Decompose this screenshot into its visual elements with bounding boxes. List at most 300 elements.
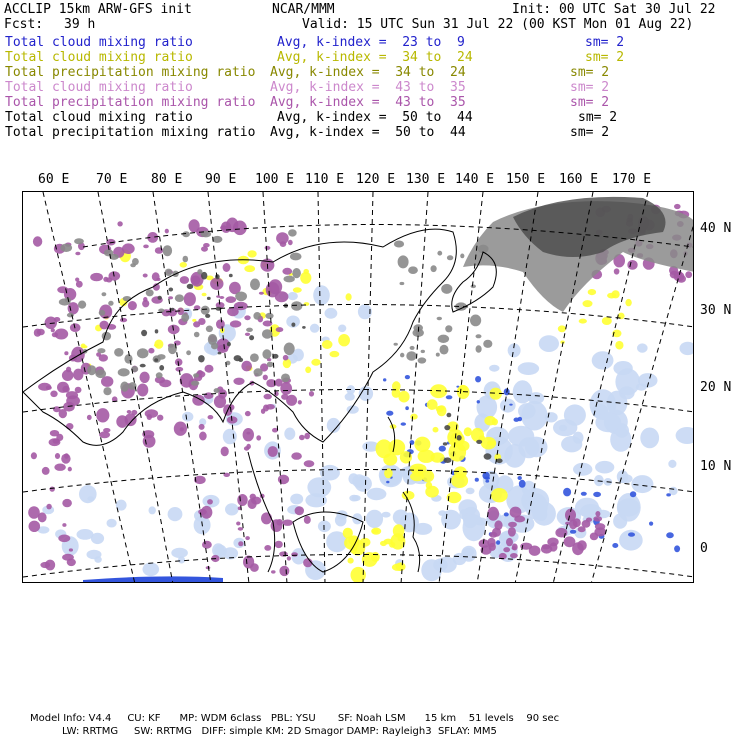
mid-level-cloud-patch bbox=[180, 262, 187, 268]
upper-cloud-patch bbox=[29, 521, 41, 532]
high-cloud-patch bbox=[246, 328, 253, 332]
upper-cloud-patch bbox=[233, 221, 247, 236]
high-cloud-patch bbox=[476, 345, 482, 352]
upper-cloud-patch bbox=[90, 273, 103, 281]
high-cloud-patch bbox=[281, 374, 290, 383]
light-cloud-patch bbox=[545, 412, 558, 422]
upper-cloud-patch bbox=[62, 523, 66, 527]
light-cloud-patch bbox=[668, 460, 676, 468]
cloud-ice-streak bbox=[666, 532, 674, 538]
upper-cloud-patch bbox=[180, 427, 184, 431]
high-cloud-patch bbox=[431, 265, 437, 272]
high-cloud-patch bbox=[394, 241, 404, 248]
high-cloud-patch bbox=[410, 346, 415, 350]
cloud-ice-streak bbox=[612, 543, 618, 548]
high-cloud-core bbox=[443, 442, 448, 445]
upper-cloud-patch bbox=[238, 541, 243, 546]
cloud-ice-streak bbox=[570, 530, 576, 534]
mid-level-cloud-patch bbox=[388, 439, 405, 455]
upper-cloud-patch bbox=[245, 411, 251, 416]
longitude-gridline bbox=[208, 192, 249, 583]
upper-cloud-patch bbox=[128, 301, 137, 310]
upper-cloud-patch bbox=[674, 204, 681, 209]
high-cloud-patch bbox=[186, 350, 191, 355]
high-cloud-patch bbox=[250, 353, 259, 362]
mid-level-cloud-patch bbox=[433, 427, 439, 433]
mid-level-cloud-patch bbox=[451, 473, 468, 488]
light-cloud-patch bbox=[349, 495, 358, 502]
upper-cloud-patch bbox=[76, 281, 83, 288]
upper-cloud-patch bbox=[243, 428, 254, 441]
cloud-ice-streak bbox=[519, 480, 526, 488]
upper-cloud-patch bbox=[263, 375, 268, 381]
light-cloud-patch bbox=[573, 463, 592, 476]
mid-level-cloud-patch bbox=[579, 319, 587, 324]
model-title: ACCLIP 15km ARW-GFS init bbox=[4, 2, 192, 17]
upper-cloud-patch bbox=[245, 333, 250, 336]
upper-cloud-patch bbox=[304, 516, 311, 524]
upper-cloud-patch bbox=[265, 246, 271, 250]
upper-cloud-patch bbox=[304, 460, 315, 467]
upper-cloud-patch bbox=[508, 522, 517, 528]
map-panel bbox=[22, 191, 694, 583]
cloud-ice-streak bbox=[401, 422, 406, 425]
upper-cloud-patch bbox=[564, 536, 576, 547]
upper-cloud-patch bbox=[276, 232, 289, 244]
upper-cloud-patch bbox=[201, 506, 213, 519]
high-cloud-patch bbox=[267, 362, 274, 368]
cloud-ice-streak bbox=[518, 476, 522, 480]
upper-cloud-patch bbox=[203, 243, 210, 247]
upper-cloud-patch bbox=[33, 236, 42, 246]
light-cloud-patch bbox=[489, 365, 499, 372]
upper-cloud-patch bbox=[50, 430, 59, 436]
mid-level-cloud-patch bbox=[583, 300, 593, 307]
mid-level-cloud-patch bbox=[398, 391, 409, 403]
high-cloud-patch bbox=[291, 301, 302, 310]
upper-cloud-patch bbox=[159, 380, 171, 388]
cloud-ice-streak bbox=[383, 378, 386, 381]
upper-cloud-patch bbox=[512, 546, 517, 550]
high-cloud-patch bbox=[421, 350, 425, 353]
light-cloud-patch bbox=[310, 324, 319, 333]
longitude-label: 130 E bbox=[406, 172, 446, 187]
light-cloud-patch bbox=[636, 384, 647, 391]
upper-cloud-patch bbox=[68, 467, 72, 472]
high-cloud-patch bbox=[262, 349, 271, 359]
upper-cloud-patch bbox=[304, 433, 310, 440]
upper-cloud-patch bbox=[180, 276, 189, 284]
light-cloud-patch bbox=[437, 557, 457, 573]
light-cloud-patch bbox=[325, 308, 338, 319]
field-kindex-range: Avg, k-index = 34 to 24 bbox=[270, 65, 466, 80]
upper-cloud-patch bbox=[236, 522, 240, 526]
high-cloud-patch bbox=[124, 354, 132, 363]
upper-cloud-patch bbox=[510, 553, 518, 558]
upper-cloud-patch bbox=[189, 219, 200, 232]
high-cloud-patch bbox=[99, 310, 106, 316]
upper-cloud-patch bbox=[595, 511, 600, 517]
mid-level-cloud-patch bbox=[330, 351, 340, 357]
mid-level-cloud-patch bbox=[322, 340, 333, 349]
upper-cloud-patch bbox=[210, 278, 223, 290]
high-cloud-patch bbox=[156, 372, 163, 378]
field-kindex-range: Avg, k-index = 43 to 35 bbox=[270, 80, 466, 95]
high-cloud-patch bbox=[394, 343, 398, 346]
light-cloud-patch bbox=[640, 428, 659, 449]
init-time: Init: 00 UTC Sat 30 Jul 22 bbox=[512, 2, 716, 17]
upper-cloud-patch bbox=[62, 499, 72, 507]
light-cloud-patch bbox=[143, 563, 160, 577]
upper-cloud-patch bbox=[503, 547, 510, 552]
high-cloud-patch bbox=[212, 236, 222, 243]
upper-cloud-patch bbox=[275, 541, 283, 548]
field-name: Total cloud mixing ratio bbox=[5, 50, 193, 65]
light-cloud-patch bbox=[290, 494, 303, 505]
high-cloud-core bbox=[444, 425, 450, 430]
light-cloud-patch bbox=[539, 335, 559, 352]
upper-cloud-patch bbox=[103, 277, 108, 282]
upper-cloud-patch bbox=[276, 327, 284, 332]
mid-level-cloud-patch bbox=[625, 299, 631, 306]
longitude-label: 100 E bbox=[255, 172, 295, 187]
cloud-ice-streak bbox=[475, 478, 479, 482]
latitude-gridline bbox=[23, 305, 694, 328]
upper-cloud-patch bbox=[66, 423, 74, 430]
light-cloud-patch bbox=[513, 380, 533, 403]
field-kindex-range: Avg, k-index = 43 to 35 bbox=[270, 95, 466, 110]
mid-level-cloud-patch bbox=[491, 488, 508, 502]
coastline bbox=[248, 452, 275, 572]
upper-cloud-patch bbox=[103, 428, 110, 433]
upper-cloud-patch bbox=[244, 315, 250, 320]
cloud-ice-streak bbox=[581, 492, 587, 496]
upper-cloud-patch bbox=[280, 382, 292, 395]
high-cloud-patch bbox=[441, 284, 452, 294]
mid-level-cloud-patch bbox=[351, 567, 366, 583]
upper-cloud-patch bbox=[282, 520, 292, 526]
high-cloud-core bbox=[238, 358, 243, 362]
upper-cloud-patch bbox=[256, 435, 261, 440]
light-cloud-patch bbox=[94, 556, 101, 563]
longitude-label: 70 E bbox=[96, 172, 128, 187]
cloud-ice-streak bbox=[439, 446, 446, 452]
upper-cloud-patch bbox=[64, 351, 68, 355]
high-cloud-patch bbox=[137, 348, 149, 358]
high-cloud-patch bbox=[398, 255, 409, 268]
high-cloud-patch bbox=[437, 317, 442, 320]
cloud-ice-streak bbox=[628, 532, 635, 536]
upper-cloud-patch bbox=[685, 271, 692, 278]
light-cloud-patch bbox=[338, 325, 346, 333]
light-cloud-patch bbox=[615, 368, 640, 395]
upper-cloud-patch bbox=[205, 365, 214, 373]
upper-cloud-patch bbox=[34, 329, 41, 337]
light-cloud-patch bbox=[441, 510, 461, 530]
high-cloud-patch bbox=[123, 296, 132, 301]
field-name: Total cloud mixing ratio bbox=[5, 35, 193, 50]
cloud-ice-streak bbox=[485, 480, 489, 483]
high-cloud-patch bbox=[165, 269, 173, 276]
valid-time: Valid: 15 UTC Sun 31 Jul 22 (00 KST Mon 01 Aug 22) bbox=[302, 17, 694, 32]
field-kindex-range: Avg, k-index = 34 to 24 bbox=[277, 50, 473, 65]
light-cloud-patch bbox=[348, 473, 358, 484]
high-cloud-core bbox=[171, 308, 175, 311]
cloud-ice-streak bbox=[405, 406, 409, 410]
high-cloud-patch bbox=[253, 312, 261, 320]
field-smoothing: sm= 2 bbox=[585, 50, 625, 65]
upper-cloud-patch bbox=[148, 348, 154, 354]
mid-level-cloud-patch bbox=[426, 482, 432, 489]
upper-cloud-patch bbox=[143, 245, 149, 249]
upper-cloud-patch bbox=[263, 405, 269, 412]
latitude-label: 0 bbox=[700, 541, 708, 556]
latitude-label: 20 N bbox=[700, 380, 732, 395]
high-cloud-patch bbox=[290, 253, 302, 261]
upper-cloud-patch bbox=[288, 240, 293, 245]
high-cloud-core bbox=[201, 272, 207, 280]
mid-level-cloud-patch bbox=[418, 450, 435, 463]
high-cloud-patch bbox=[193, 373, 199, 377]
high-cloud-core bbox=[169, 288, 174, 292]
upper-cloud-patch bbox=[67, 559, 76, 567]
mid-level-cloud-patch bbox=[384, 539, 393, 545]
light-cloud-patch bbox=[313, 285, 330, 305]
upper-cloud-patch bbox=[87, 415, 92, 420]
high-cloud-patch bbox=[437, 251, 442, 256]
light-cloud-patch bbox=[592, 351, 614, 369]
high-cloud-patch bbox=[445, 325, 452, 332]
mid-level-cloud-patch bbox=[492, 418, 498, 425]
upper-cloud-patch bbox=[131, 410, 137, 415]
upper-cloud-patch bbox=[45, 317, 57, 330]
upper-cloud-patch bbox=[184, 292, 196, 306]
longitude-label: 110 E bbox=[305, 172, 345, 187]
upper-cloud-patch bbox=[246, 432, 250, 435]
high-cloud-patch bbox=[262, 329, 273, 338]
upper-cloud-patch bbox=[282, 268, 292, 275]
upper-cloud-patch bbox=[143, 274, 148, 278]
longitude-label: 170 E bbox=[612, 172, 652, 187]
upper-cloud-patch bbox=[226, 296, 237, 303]
light-cloud-patch bbox=[463, 514, 486, 541]
high-cloud-patch bbox=[418, 357, 427, 363]
cloud-ice-streak bbox=[563, 488, 571, 497]
upper-cloud-patch bbox=[298, 400, 302, 404]
light-cloud-patch bbox=[559, 425, 567, 431]
upper-cloud-patch bbox=[281, 394, 288, 400]
high-cloud-core bbox=[187, 284, 194, 289]
light-cloud-patch bbox=[366, 510, 383, 528]
upper-cloud-patch bbox=[221, 447, 229, 457]
upper-cloud-patch bbox=[230, 320, 241, 327]
latitude-label: 40 N bbox=[700, 221, 732, 236]
upper-cloud-patch bbox=[66, 367, 71, 373]
upper-cloud-patch bbox=[233, 378, 244, 385]
field-kindex-range: Avg, k-index = 23 to 9 bbox=[277, 35, 465, 50]
high-cloud-patch bbox=[103, 387, 111, 395]
high-cloud-patch bbox=[102, 332, 111, 341]
high-cloud-patch bbox=[460, 254, 464, 259]
model-info-line1: Model Info: V4.4 CU: KF MP: WDM 6class PBL: YSU SF: Noah LSM 15 km 51 levels 90 sec bbox=[30, 713, 560, 724]
cloud-ice-streak bbox=[630, 491, 636, 497]
light-cloud-patch bbox=[225, 503, 239, 515]
high-cloud-core bbox=[140, 364, 146, 368]
high-cloud-core bbox=[496, 459, 502, 464]
upper-cloud-patch bbox=[152, 272, 160, 281]
upper-cloud-patch bbox=[291, 452, 302, 459]
upper-cloud-patch bbox=[555, 528, 567, 538]
upper-cloud-patch bbox=[198, 318, 205, 325]
light-cloud-patch bbox=[564, 404, 586, 425]
high-cloud-patch bbox=[206, 326, 213, 333]
high-cloud-core bbox=[302, 326, 306, 329]
high-cloud-patch bbox=[400, 282, 405, 285]
cloud-ice-streak bbox=[477, 400, 480, 403]
high-cloud-patch bbox=[104, 249, 113, 256]
high-cloud-core bbox=[205, 314, 210, 318]
upper-cloud-patch bbox=[268, 279, 282, 294]
longitude-label: 160 E bbox=[559, 172, 599, 187]
cloud-ice-streak bbox=[649, 522, 653, 526]
upper-cloud-patch bbox=[595, 523, 605, 530]
forecast-hours: 39 h bbox=[64, 17, 96, 32]
cloud-ice-streak bbox=[496, 540, 500, 545]
upper-cloud-patch bbox=[217, 345, 228, 353]
latitude-label: 10 N bbox=[700, 459, 732, 474]
upper-cloud-patch bbox=[492, 528, 501, 537]
mid-level-cloud-patch bbox=[588, 289, 596, 295]
high-cloud-patch bbox=[97, 348, 105, 353]
upper-cloud-patch bbox=[208, 415, 214, 419]
upper-cloud-patch bbox=[42, 467, 50, 475]
upper-cloud-patch bbox=[506, 538, 513, 546]
high-cloud-core bbox=[229, 274, 233, 278]
mid-level-cloud-patch bbox=[244, 265, 255, 272]
mid-level-cloud-patch bbox=[371, 552, 380, 562]
high-cloud-patch bbox=[408, 266, 418, 274]
upper-cloud-patch bbox=[264, 545, 271, 551]
upper-cloud-patch bbox=[122, 243, 135, 254]
light-cloud-patch bbox=[573, 432, 584, 444]
upper-cloud-patch bbox=[58, 535, 70, 543]
upper-cloud-patch bbox=[125, 413, 137, 426]
upper-cloud-patch bbox=[582, 520, 591, 528]
light-cloud-patch bbox=[107, 519, 117, 528]
mid-level-cloud-patch bbox=[481, 437, 496, 450]
high-cloud-patch bbox=[471, 285, 476, 289]
upper-cloud-patch bbox=[143, 435, 156, 448]
mid-level-cloud-patch bbox=[615, 341, 623, 350]
high-cloud-patch bbox=[483, 340, 492, 348]
high-cloud-patch bbox=[102, 292, 107, 296]
high-cloud-patch bbox=[284, 276, 295, 283]
high-cloud-patch bbox=[163, 245, 172, 256]
upper-cloud-patch bbox=[143, 297, 147, 302]
mid-level-cloud-patch bbox=[82, 345, 87, 348]
high-cloud-patch bbox=[95, 369, 106, 378]
high-cloud-core bbox=[484, 453, 492, 459]
high-cloud-patch bbox=[60, 244, 72, 252]
upper-cloud-patch bbox=[279, 566, 289, 576]
upper-cloud-patch bbox=[278, 475, 289, 485]
longitude-label: 90 E bbox=[205, 172, 237, 187]
longitude-label: 140 E bbox=[455, 172, 495, 187]
upper-cloud-patch bbox=[243, 556, 254, 569]
high-cloud-patch bbox=[201, 306, 210, 315]
high-cloud-core bbox=[227, 342, 231, 347]
upper-cloud-patch bbox=[547, 538, 558, 547]
upper-cloud-patch bbox=[55, 453, 60, 459]
high-cloud-patch bbox=[250, 279, 260, 291]
cloud-ice-streak bbox=[666, 493, 671, 496]
field-name: Total cloud mixing ratio bbox=[5, 80, 193, 95]
light-cloud-patch bbox=[532, 502, 556, 526]
high-cloud-patch bbox=[74, 238, 84, 244]
high-cloud-patch bbox=[400, 353, 404, 358]
field-kindex-range: Avg, k-index = 50 to 44 bbox=[277, 110, 473, 125]
light-cloud-patch bbox=[575, 498, 599, 517]
upper-cloud-patch bbox=[219, 296, 224, 299]
high-cloud-patch bbox=[447, 255, 453, 260]
high-cloud-core bbox=[457, 435, 462, 441]
mid-level-cloud-patch bbox=[410, 464, 427, 474]
mid-level-cloud-patch bbox=[338, 334, 350, 346]
light-cloud-patch bbox=[288, 292, 298, 300]
upper-cloud-patch bbox=[54, 464, 65, 471]
high-cloud-patch bbox=[235, 292, 247, 302]
high-cloud-patch bbox=[265, 313, 273, 319]
light-cloud-patch bbox=[168, 507, 183, 521]
high-cloud-patch bbox=[67, 313, 74, 318]
high-cloud-patch bbox=[476, 334, 482, 338]
mid-level-cloud-patch bbox=[372, 529, 379, 533]
upper-cloud-patch bbox=[66, 395, 80, 406]
field-smoothing: sm= 2 bbox=[570, 65, 610, 80]
high-cloud-patch bbox=[211, 343, 218, 350]
upper-cloud-patch bbox=[244, 446, 249, 450]
field-name: Total precipitation mixing ratio bbox=[5, 65, 256, 80]
light-cloud-patch bbox=[680, 342, 695, 355]
mid-level-cloud-patch bbox=[154, 344, 159, 347]
upper-cloud-patch bbox=[50, 487, 55, 492]
high-cloud-patch bbox=[183, 256, 189, 263]
upper-cloud-patch bbox=[593, 516, 602, 521]
upper-cloud-patch bbox=[487, 538, 495, 548]
high-cloud-patch bbox=[440, 345, 449, 355]
mid-level-cloud-patch bbox=[346, 293, 352, 300]
upper-cloud-patch bbox=[117, 221, 122, 226]
light-cloud-patch bbox=[149, 506, 156, 514]
high-cloud-patch bbox=[108, 301, 113, 306]
high-cloud-core bbox=[207, 297, 211, 300]
high-cloud-core bbox=[447, 413, 452, 418]
upper-cloud-patch bbox=[157, 415, 163, 421]
upper-cloud-patch bbox=[287, 556, 291, 560]
upper-cloud-patch bbox=[28, 506, 40, 519]
upper-cloud-patch bbox=[514, 516, 525, 523]
upper-cloud-patch bbox=[529, 546, 541, 556]
light-cloud-patch bbox=[676, 427, 694, 444]
upper-cloud-patch bbox=[268, 446, 278, 457]
light-cloud-patch bbox=[284, 428, 295, 440]
upper-cloud-patch bbox=[137, 384, 148, 397]
upper-cloud-patch bbox=[508, 527, 516, 537]
high-cloud-patch bbox=[406, 351, 416, 360]
upper-cloud-patch bbox=[241, 361, 252, 372]
high-cloud-patch bbox=[284, 343, 295, 356]
high-cloud-patch bbox=[438, 335, 449, 343]
